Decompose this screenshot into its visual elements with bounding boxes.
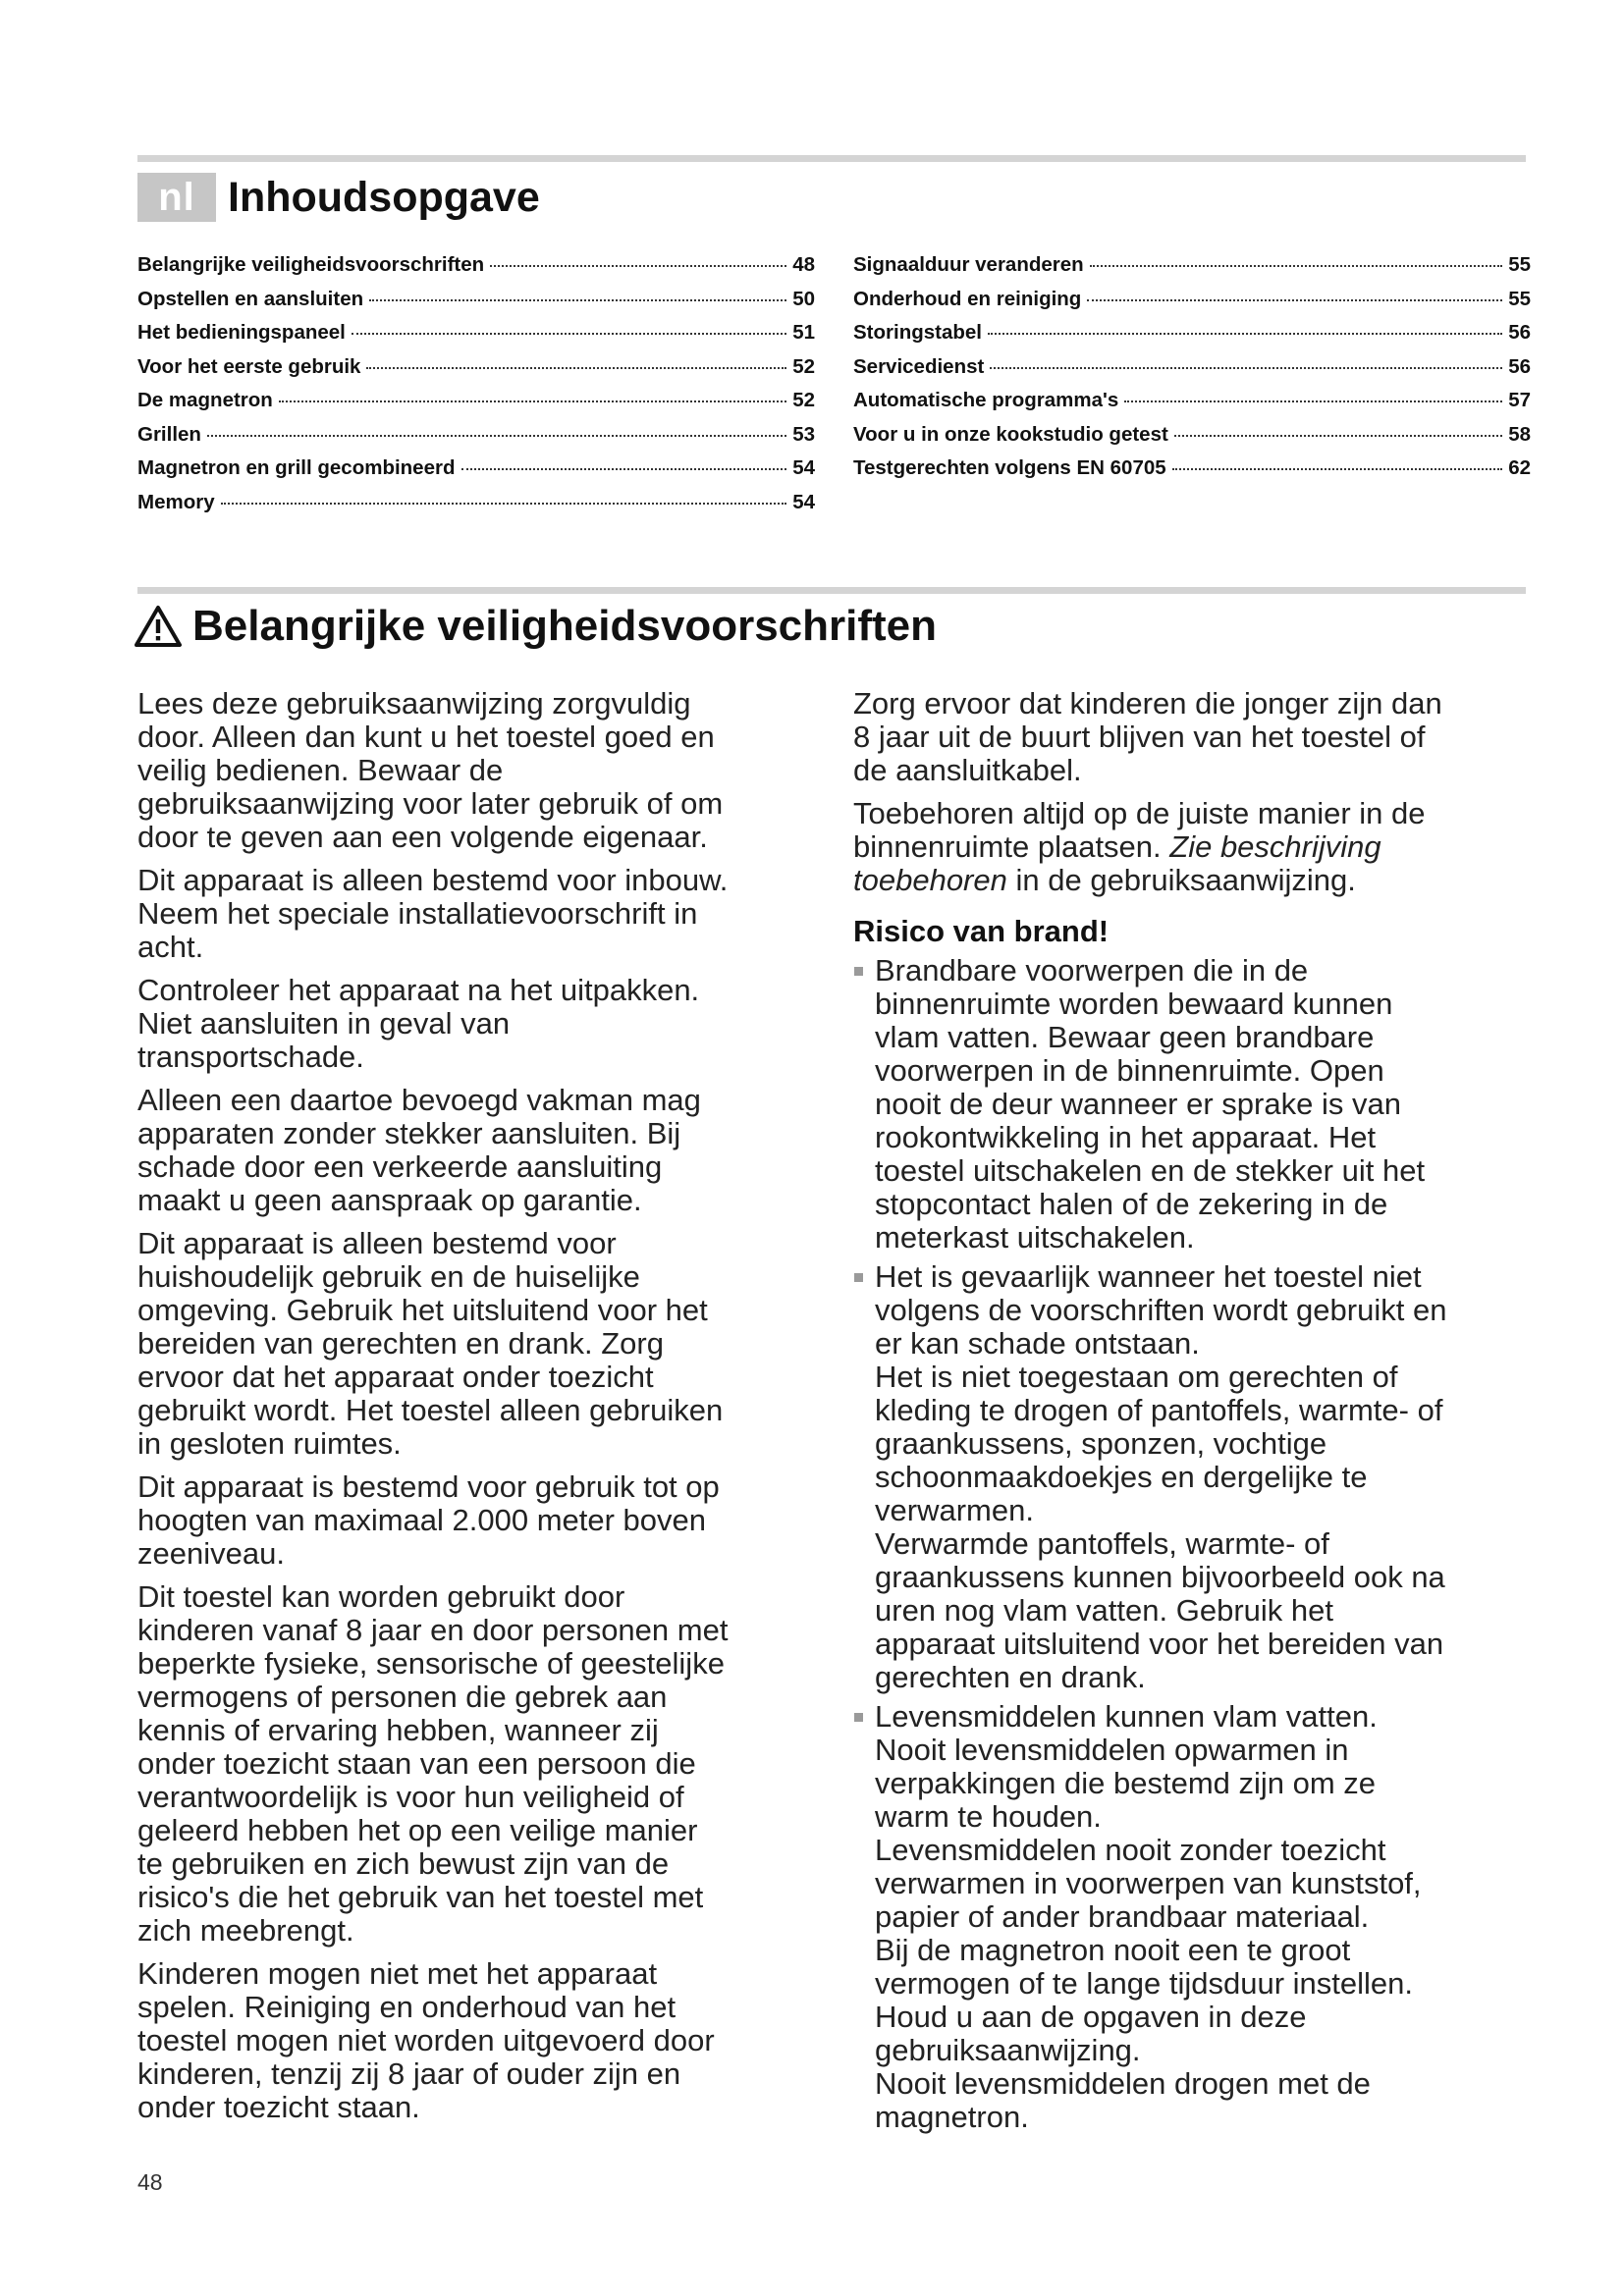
toc-entry-label: Het bedieningspaneel <box>137 321 346 344</box>
language-tag: nl <box>137 173 216 222</box>
toc-entry-label: Belangrijke veiligheidsvoorschriften <box>137 253 485 276</box>
toc-entry-page: 54 <box>792 456 815 479</box>
toc-entry-label: Signaalduur veranderen <box>853 253 1084 276</box>
list-item <box>853 1700 1541 2134</box>
toc-entry[interactable] <box>137 423 815 457</box>
toc-entry[interactable] <box>137 456 815 491</box>
warning-triangle-icon <box>134 604 183 649</box>
toc-right-column <box>853 253 1531 491</box>
paragraph: Dit apparaat is alleen bestemd voor huishoudelijk gebruik en de huiselijke omgeving. Gebruik het uitsluitend voor het bereiden van gerechten en drank. Zorg ervoor dat het apparaat onder toezicht gebruikt wordt. Het toestel alleen gebruiken in gesloten ruimtes. <box>137 1226 724 1461</box>
list-item-text: Levensmiddelen kunnen vlam vatten. Nooit levensmiddelen opwarmen in verpakkingen die bestemd zijn om ze warm te houden. Levensmiddelen nooit zonder toezicht verwarmen in voorwerpen van kunststof, papier of ander brandbaar materiaal. Bij de magnetron nooit een te groot vermogen of te lange tijdsduur instellen. Houd u aan de opgaven in deze gebruiksaanwijzing. Nooit levensmiddelen drogen met de magnetron. <box>875 1699 1422 2134</box>
toc-entry[interactable] <box>853 288 1531 322</box>
toc-entry[interactable] <box>853 389 1531 423</box>
toc-entry[interactable] <box>137 389 815 423</box>
toc-leader <box>369 299 786 301</box>
toc-leader <box>221 503 787 505</box>
toc-entry-page: 51 <box>792 321 815 344</box>
toc-entry-label: Onderhoud en reiniging <box>853 287 1082 310</box>
toc-entry-label: De magnetron <box>137 389 273 411</box>
bullet-square-icon <box>854 967 863 976</box>
toc-entry[interactable] <box>853 253 1531 288</box>
toc-entry[interactable] <box>137 355 815 390</box>
toc-entry-page: 53 <box>792 422 815 446</box>
toc-leader <box>1124 400 1502 402</box>
toc-entry[interactable] <box>853 321 1531 355</box>
toc-entry-page: 54 <box>792 490 815 513</box>
toc-entry-page: 50 <box>792 287 815 310</box>
safety-header <box>134 595 937 658</box>
toc-entry-label: Testgerechten volgens EN 60705 <box>853 456 1166 479</box>
toc-entry[interactable] <box>853 423 1531 457</box>
toc-entry-label: Voor u in onze kookstudio getest <box>853 422 1168 446</box>
safety-left-column <box>137 687 825 2134</box>
toc-entry[interactable] <box>137 491 815 525</box>
toc-entry[interactable] <box>137 288 815 322</box>
safety-title: Belangrijke veiligheidsvoorschriften <box>192 602 938 650</box>
toc-entry-page: 62 <box>1508 456 1531 479</box>
paragraph: Kinderen mogen niet met het apparaat spelen. Reiniging en onderhoud van het toestel mogen niet worden uitgevoerd door kinderen, tenzij zij 8 jaar of ouder zijn en onder toezicht staan. <box>137 1956 715 2124</box>
toc-left-column <box>137 253 815 524</box>
toc-entry-page: 52 <box>792 389 815 411</box>
toc-leader <box>352 333 786 335</box>
paragraph: Alleen een daartoe bevoegd vakman mag apparaten zonder stekker aansluiten. Bij schade door een verkeerde aansluiting maakt u geen aanspraak op garantie. <box>137 1083 701 1217</box>
top-rule <box>137 155 1526 162</box>
toc-title: Inhoudsopgave <box>228 173 540 221</box>
toc-entry[interactable] <box>853 355 1531 390</box>
toc-entry-page: 56 <box>1508 354 1531 378</box>
paragraph: Lees deze gebruiksaanwijzing zorgvuldig door. Alleen dan kunt u het toestel goed en veilig bedienen. Bewaar de gebruiksaanwijzing voor later gebruik of om door te geven aan een volgende eigenaar. <box>137 686 724 854</box>
toc-entry-label: Memory <box>137 490 215 513</box>
paragraph: Controleer het apparaat na het uitpakken. Niet aansluiten in geval van transportschade. <box>137 973 700 1074</box>
paragraph-accessories <box>853 797 1541 897</box>
toc-leader <box>990 367 1502 369</box>
text-run: in de gebruiksaanwijzing. <box>1006 863 1356 897</box>
list-item-text: Het is gevaarlijk wanneer het toestel niet volgens de voorschriften wordt gebruikt en er kan schade ontstaan. Het is niet toegestaan om gerechten of kleding te drogen of pantoffels, warmte- of graankussens, sponzen, vochtige schoonmaakdoekjes en dergelijke te verwarmen. Verwarmde pantoffels, warmte- of graankussens kunnen bijvoorbeeld ook na uren nog vlam vatten. Gebruik het apparaat uitsluitend voor het bereiden van gerechten en drank. <box>875 1259 1447 1694</box>
cross-reference: Zie beschrijving toebehoren <box>853 829 1381 897</box>
bullet-square-icon <box>854 1713 863 1722</box>
paragraph: Zorg ervoor dat kinderen die jonger zijn dan 8 jaar uit de buurt blijven van het toestel of de aansluitkabel. <box>853 686 1442 787</box>
toc-leader <box>490 265 786 267</box>
toc-leader <box>1172 468 1503 470</box>
toc-leader <box>988 333 1502 335</box>
fire-risk-heading: Risico van brand! <box>853 914 1110 948</box>
paragraph: Dit toestel kan worden gebruikt door kinderen vanaf 8 jaar en door personen met beperkte fysieke, sensorische of geestelijke vermogens of personen die gebrek aan kennis of ervaring hebben, wanneer zij onder toezicht staan van een persoon die verantwoordelijk is voor hun veiligheid of geleerd hebben het op een veilige manier te gebruiken en zich bewust zijn van de risico's die het gebruik van het toestel met zich meebrengt. <box>137 1579 729 1948</box>
toc-entry-page: 55 <box>1508 287 1531 310</box>
toc-entry[interactable] <box>137 321 815 355</box>
toc-leader <box>1174 435 1502 437</box>
bullet-square-icon <box>854 1273 863 1282</box>
toc-leader <box>1090 265 1503 267</box>
paragraph: Dit apparaat is bestemd voor gebruik tot op hoogten van maximaal 2.000 meter boven zeeniveau. <box>137 1469 720 1571</box>
toc-leader <box>1087 299 1502 301</box>
toc-entry-page: 57 <box>1508 389 1531 411</box>
toc-leader <box>279 400 786 402</box>
list-item <box>853 1260 1541 1694</box>
toc-entry-page: 55 <box>1508 253 1531 276</box>
toc-entry-label: Voor het eerste gebruik <box>137 354 361 378</box>
section-rule <box>137 587 1526 594</box>
toc-header <box>137 171 540 224</box>
toc-leader <box>366 367 786 369</box>
toc-entry-page: 52 <box>792 354 815 378</box>
toc-entry-page: 48 <box>792 253 815 276</box>
toc-leader <box>207 435 786 437</box>
toc-entry-label: Grillen <box>137 422 201 446</box>
toc-entry-page: 56 <box>1508 321 1531 344</box>
toc-entry[interactable] <box>137 253 815 288</box>
toc-entry-label: Servicedienst <box>853 354 985 378</box>
toc-entry[interactable] <box>853 456 1531 491</box>
toc-leader <box>461 468 787 470</box>
safety-right-column <box>853 687 1541 2140</box>
list-item-text: Brandbare voorwerpen die in de binnenruimte worden bewaard kunnen vlam vatten. Bewaar geen brandbare voorwerpen in de binnenruimte. Open nooit de deur wanneer er sprake is van rookontwikkeling in het apparaat. Het toestel uitschakelen en de stekker uit het stopcontact halen of de zekering in de meterkast uitschakelen. <box>875 953 1426 1255</box>
toc-entry-label: Storingstabel <box>853 321 982 344</box>
toc-entry-label: Magnetron en grill gecombineerd <box>137 456 456 479</box>
text-run: Toebehoren altijd op de juiste manier in de binnenruimte plaatsen. <box>853 796 1426 864</box>
list-item <box>853 954 1541 1255</box>
paragraph: Dit apparaat is alleen bestemd voor inbouw. Neem het speciale installatievoorschrift in acht. <box>137 863 729 964</box>
toc-entry-label: Automatische programma's <box>853 389 1119 411</box>
page-number: 48 <box>137 2169 163 2195</box>
toc-entry-page: 58 <box>1508 422 1531 446</box>
toc-entry-label: Opstellen en aansluiten <box>137 287 364 310</box>
